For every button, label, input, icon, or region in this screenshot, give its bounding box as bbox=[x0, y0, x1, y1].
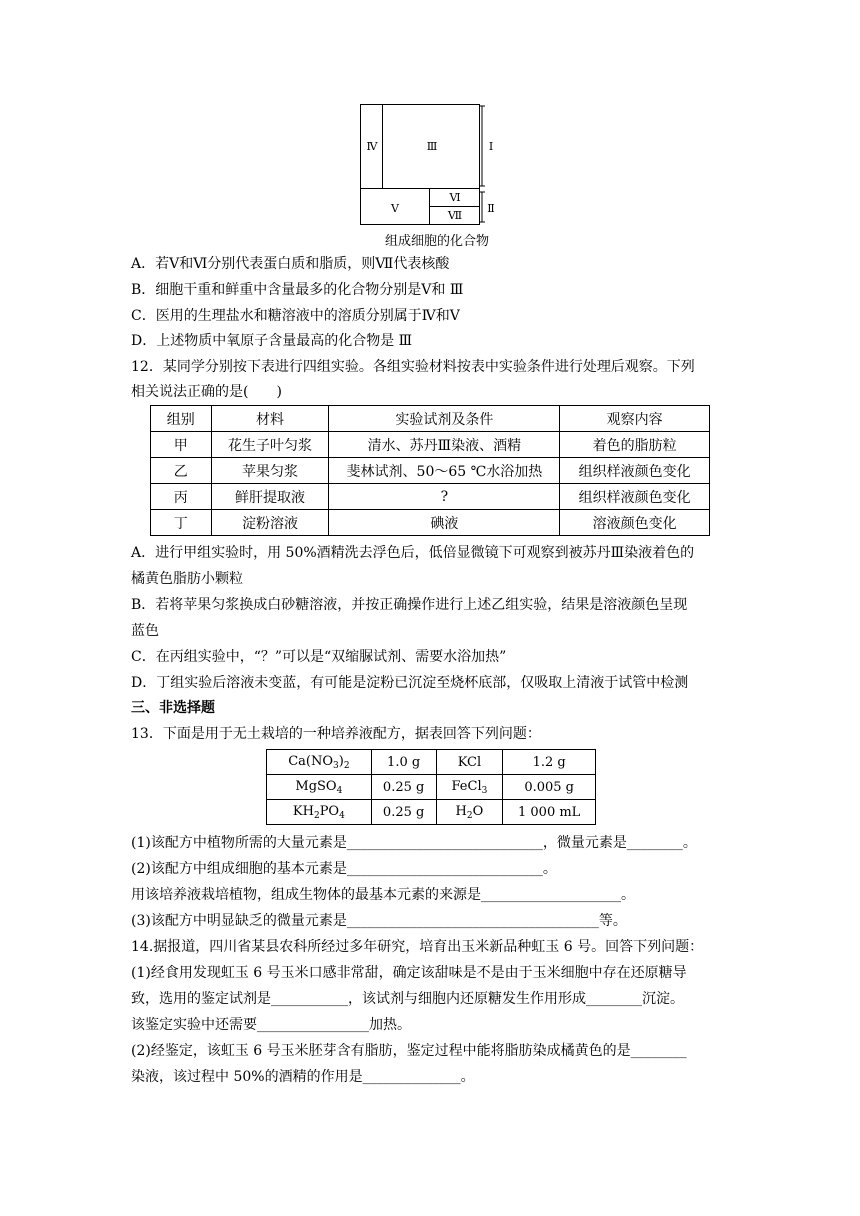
q12-table bbox=[150, 405, 710, 536]
table-cell: 1.2 g bbox=[503, 750, 596, 775]
q11-option-c: C．医用的生理盐水和糖溶液中的溶质分别属于Ⅳ和Ⅴ bbox=[131, 308, 460, 324]
table-cell: 清水、苏丹Ⅲ染液、酒精 bbox=[329, 432, 560, 458]
q14-part1-line3: 该鉴定实验中还需要________________加热。 bbox=[131, 1017, 411, 1033]
diagram-label-VI: Ⅵ bbox=[449, 191, 461, 204]
q13-table bbox=[266, 749, 596, 825]
table-cell: 鲜肝提取液 bbox=[211, 484, 329, 510]
q14-part2-line1: (2)经鉴定，该虹玉 6 号玉米胚芽含有脂肪，鉴定过程中能将脂肪染成橘黄色的是________ bbox=[131, 1043, 687, 1059]
q13-part3: (3)该配方中明显缺乏的微量元素是____________________________________等。 bbox=[131, 913, 627, 929]
table-row bbox=[151, 484, 710, 510]
q14-stem: 14.据报道，四川省某县农科所经过多年研究，培育出玉米新品种虹玉 6 号。回答下列问题： bbox=[131, 939, 704, 955]
q14-part1-line2: 致，选用的鉴定试剂是___________，该试剂与细胞内还原糖发生作用形成________沉淀。 bbox=[131, 991, 684, 1007]
table-row bbox=[267, 750, 596, 775]
table-cell: $Ca(NO_3)_2$ bbox=[267, 750, 372, 775]
table-cell: 乙 bbox=[151, 458, 212, 484]
diagram-label-II: Ⅱ bbox=[487, 202, 495, 215]
diagram-label-III: Ⅲ bbox=[426, 140, 438, 153]
table-cell: 丁 bbox=[151, 510, 212, 536]
table-cell: 组织样液颜色变化 bbox=[560, 458, 710, 484]
table-cell: 0.25 g bbox=[371, 800, 436, 825]
diagram-label-I: Ⅰ bbox=[488, 140, 494, 153]
q13-part2b: 用该培养液栽培植物，组成生物体的最基本元素的来源是____________________。 bbox=[131, 887, 635, 903]
table-row bbox=[151, 510, 710, 536]
table-cell: 丙 bbox=[151, 484, 212, 510]
table-row bbox=[151, 458, 710, 484]
table-cell: MgSO$_4$ bbox=[267, 775, 372, 800]
diagram-label-IV: Ⅳ bbox=[366, 140, 378, 153]
table-cell: KCl bbox=[436, 750, 503, 775]
table-row bbox=[151, 432, 710, 458]
table-cell: 淀粉溶液 bbox=[211, 510, 329, 536]
table-cell: FeCl$_3$ bbox=[436, 775, 503, 800]
q12-stem-line2: 相关说法正确的是( ) bbox=[131, 384, 282, 400]
q12-option-a-line2: 橘黄色脂肪小颗粒 bbox=[131, 571, 243, 587]
table-cell: 1 000 mL bbox=[503, 800, 596, 825]
table-row bbox=[267, 800, 596, 825]
q11-option-d: D．上述物质中氧原子含量最高的化合物是 Ⅲ bbox=[131, 333, 413, 349]
compound-diagram bbox=[360, 104, 500, 249]
q12-option-d: D．丁组实验后溶液未变蓝，有可能是淀粉已沉淀至烧杯底部，仅吸取上清液于试管中检测 bbox=[131, 675, 689, 691]
table-cell: 着色的脂肪粒 bbox=[560, 432, 710, 458]
table-cell: 甲 bbox=[151, 432, 212, 458]
table-cell: 0.005 g bbox=[503, 775, 596, 800]
table-cell: 0.25 g bbox=[371, 775, 436, 800]
q12-option-b-line1: B．若将苹果匀浆换成白砂糖溶液，并按正确操作进行上述乙组实验，结果是溶液颜色呈现 bbox=[131, 597, 688, 613]
q13-part2: (2)该配方中组成细胞的基本元素是____________________________。 bbox=[131, 861, 557, 877]
table-row bbox=[267, 775, 596, 800]
header-cell: 材料 bbox=[211, 406, 329, 432]
header-cell: 组别 bbox=[151, 406, 212, 432]
diagram-label-V: Ⅴ bbox=[391, 202, 399, 215]
table-cell: 组织样液颜色变化 bbox=[560, 484, 710, 510]
q12-option-a-line1: A．进行甲组实验时，用 50%酒精洗去浮色后，低倍显微镜下可观察到被苏丹Ⅲ染液着色的 bbox=[131, 545, 695, 561]
table-cell: 1.0 g bbox=[371, 750, 436, 775]
header-cell: 观察内容 bbox=[560, 406, 710, 432]
table-cell: 花生子叶匀浆 bbox=[211, 432, 329, 458]
q13-part1: (1)该配方中植物所需的大量元素是____________________________，微量元素是________。 bbox=[131, 835, 697, 851]
q11-option-b: B．细胞干重和鲜重中含量最多的化合物分别是Ⅴ和 Ⅲ bbox=[131, 282, 464, 298]
q14-part1-line1: (1)经食用发现虹玉 6 号玉米口感非常甜，确定该甜味是不是由于玉米细胞中存在还原糖导 bbox=[131, 965, 687, 981]
table-cell: 碘液 bbox=[329, 510, 560, 536]
table-cell: $KH_2PO_4$ bbox=[267, 800, 372, 825]
table-cell: $H_2O$ bbox=[436, 800, 503, 825]
q14-part2-line2: 染液，该过程中 50%的酒精的作用是______________。 bbox=[131, 1069, 475, 1085]
q13-stem: 13．下面是用于无土栽培的一种培养液配方，据表回答下列问题： bbox=[131, 726, 541, 742]
q12-option-b-line2: 蓝色 bbox=[131, 623, 159, 639]
table-header-row bbox=[151, 406, 710, 432]
section-heading: 三、非选择题 bbox=[131, 700, 215, 716]
q12-stem-line1: 12．某同学分别按下表进行四组实验。各组实验材料按表中实验条件进行处理后观察。下列 bbox=[131, 359, 695, 375]
q11-option-a: A．若Ⅴ和Ⅵ分别代表蛋白质和脂质，则Ⅶ代表核酸 bbox=[131, 256, 450, 272]
q12-option-c: C．在丙组实验中，“？”可以是“双缩脲试剂、需要水浴加热” bbox=[131, 649, 507, 665]
diagram-label-VII: Ⅶ bbox=[447, 209, 463, 222]
table-cell: ? bbox=[329, 484, 560, 510]
table-cell: 溶液颜色变化 bbox=[560, 510, 710, 536]
header-cell: 实验试剂及条件 bbox=[329, 406, 560, 432]
diagram-caption: 组成细胞的化合物 bbox=[384, 234, 489, 249]
table-cell: 苹果匀浆 bbox=[211, 458, 329, 484]
table-cell: 斐林试剂、50～65 ℃水浴加热 bbox=[329, 458, 560, 484]
